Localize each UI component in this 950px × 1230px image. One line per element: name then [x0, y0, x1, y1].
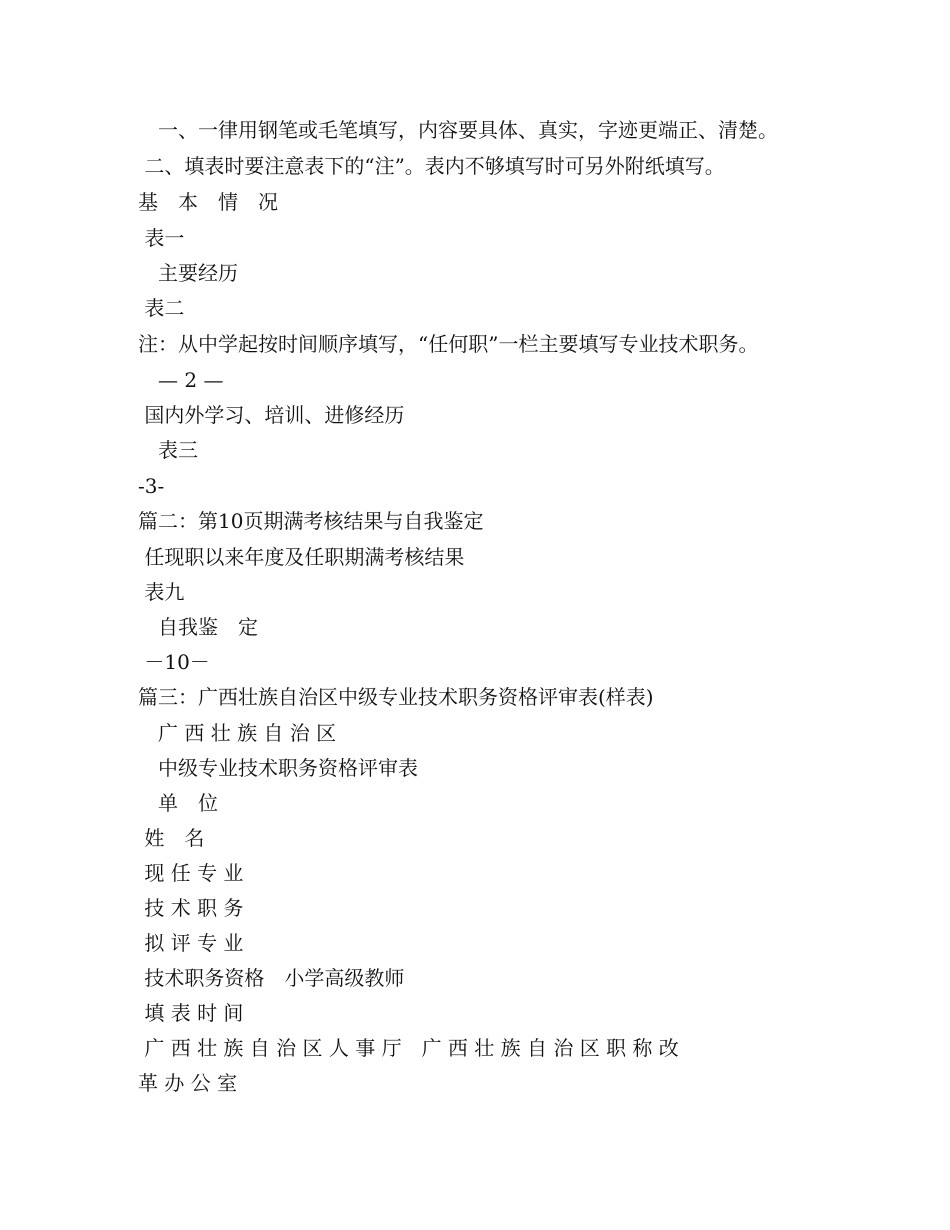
field-label-current-profession: 现 任 专 业 [138, 861, 244, 885]
page-number-3: -3- [138, 474, 165, 498]
instruction-line-1: 一、一律用钢笔或毛笔填写，内容要具体、真实，字迹更端正、清楚。 [138, 118, 778, 142]
instruction-line-2: 二、填表时要注意表下的“注”。表内不够填写时可另外附纸填写。 [138, 154, 725, 178]
section-heading-assessment: 任现职以来年度及任职期满考核结果 [138, 545, 465, 569]
section-heading-main-experience: 主要经历 [138, 261, 238, 285]
note-line: 注：从中学起按时间顺序填写，“任何职”一栏主要填写专业技术职务。 [138, 332, 759, 356]
section-heading-self-appraisal: 自我鉴 定 [138, 615, 258, 639]
field-label-qualification: 技术职务资格 小学高级教师 [138, 966, 405, 990]
table-label-2: 表二 [138, 296, 185, 320]
chapter-heading-2: 篇二：第10页期满考核结果与自我鉴定 [138, 509, 484, 533]
issuer-line-1: 广 西 壮 族 自 治 区 人 事 厅 广 西 壮 族 自 治 区 职 称 改 [138, 1036, 679, 1060]
table-label-9: 表九 [138, 580, 185, 604]
field-label-name: 姓 名 [138, 826, 205, 850]
page-number-10: －10－ [138, 650, 210, 674]
field-label-fill-date: 填 表 时 间 [138, 1001, 244, 1025]
field-label-technical-position: 技 术 职 务 [138, 896, 244, 920]
table-label-3: 表三 [138, 438, 198, 462]
section-heading-training: 国内外学习、培训、进修经历 [138, 403, 405, 427]
field-label-proposed-profession: 拟 评 专 业 [138, 931, 244, 955]
field-label-unit: 单 位 [138, 791, 218, 815]
chapter-heading-3: 篇三：广西壮族自治区中级专业技术职务资格评审表(样表) [138, 685, 654, 709]
table-label-1: 表一 [138, 226, 185, 250]
form-title-main: 中级专业技术职务资格评审表 [138, 756, 418, 780]
issuer-line-2: 革 办 公 室 [138, 1071, 238, 1095]
section-heading-basic-info: 基 本 情 况 [138, 190, 278, 214]
form-title-region: 广 西 壮 族 自 治 区 [138, 721, 337, 745]
page-number-2: — 2 — [138, 368, 224, 392]
